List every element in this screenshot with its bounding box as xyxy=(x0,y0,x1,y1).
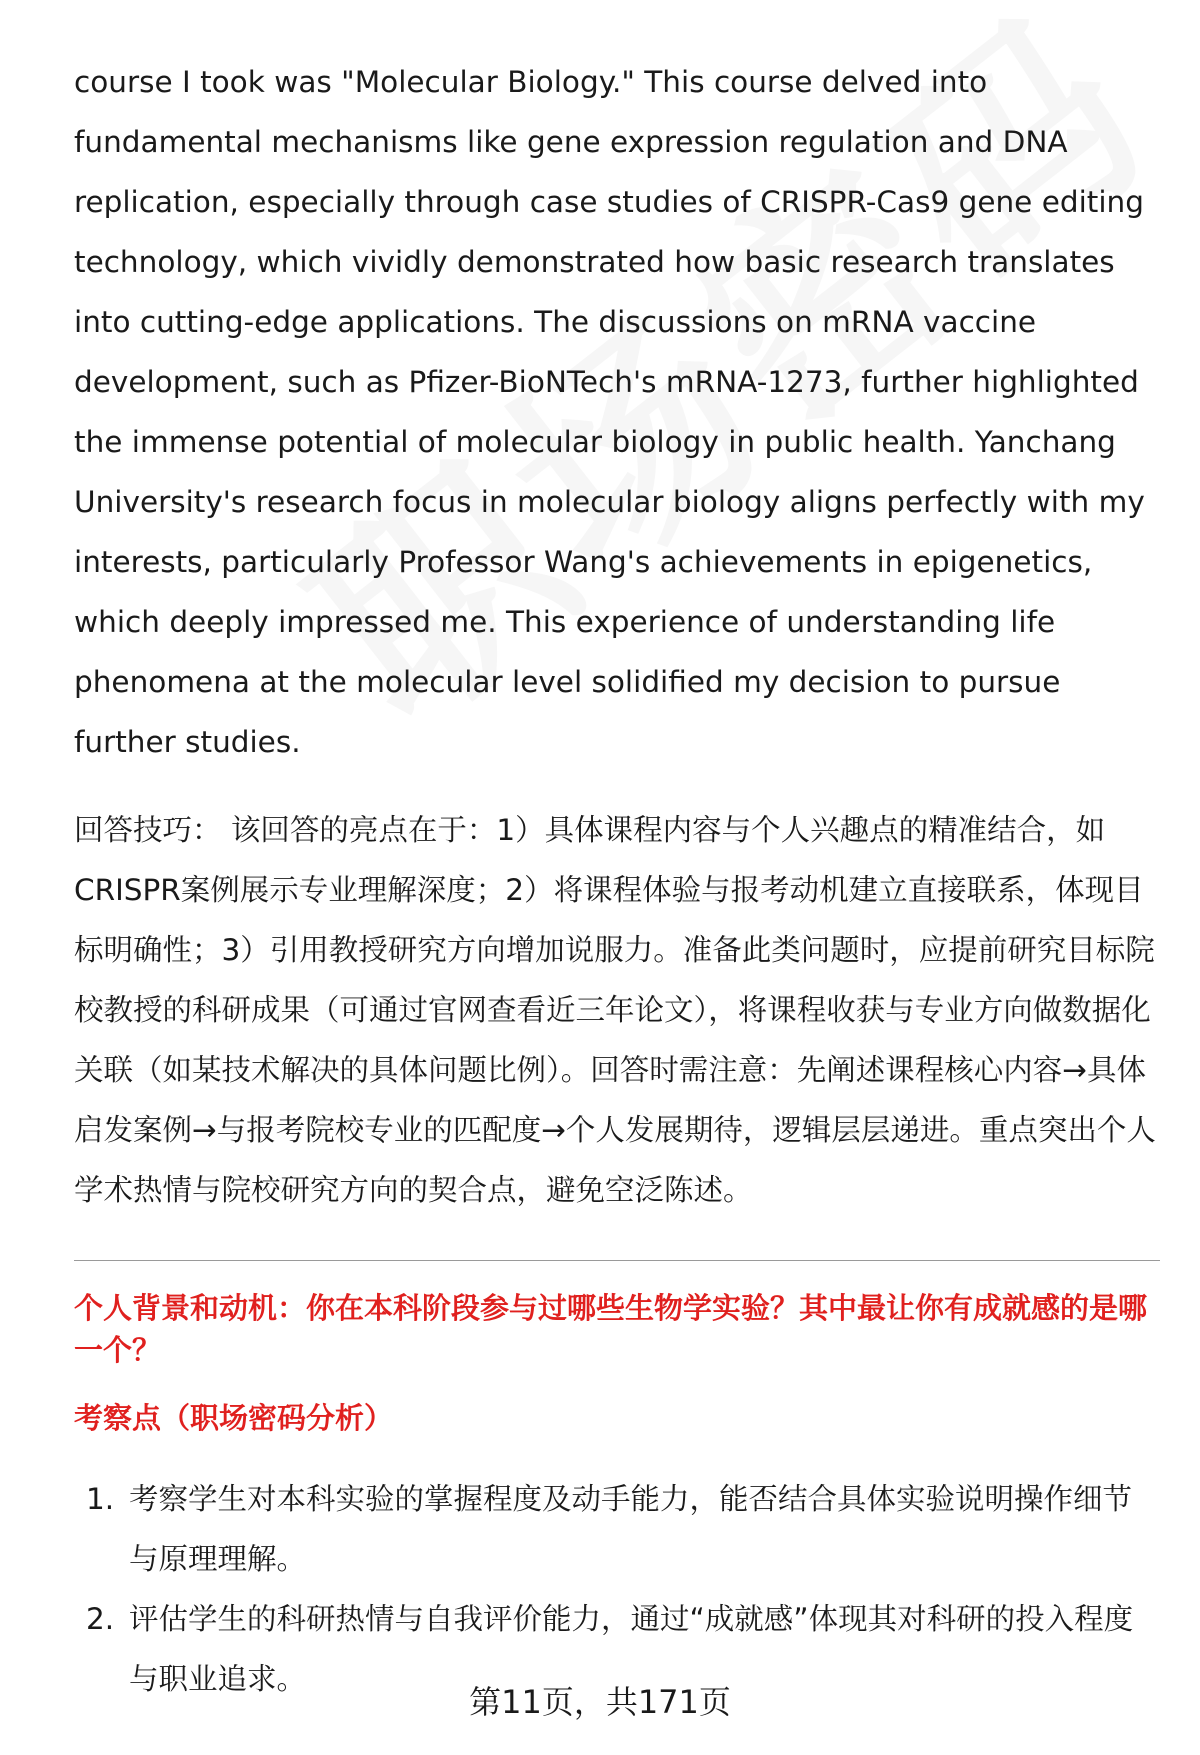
answer-tip-paragraph xyxy=(74,800,1160,1220)
section-divider xyxy=(74,1260,1160,1261)
interview-question: 个人背景和动机：你在本科阶段参与过哪些生物学实验？其中最让你有成就感的是哪一个？ xyxy=(74,1291,1148,1367)
list-item-text: 考察学生对本科实验的掌握程度及动手能力，能否结合具体实验说明操作细节与原理理解。 xyxy=(129,1482,1133,1576)
document-page xyxy=(74,52,1160,1709)
list-item-number: 2. xyxy=(86,1602,115,1636)
list-item-number: 1. xyxy=(86,1482,115,1516)
english-answer-paragraph: course I took was "Molecular Biology." This course delved into fundamental mechanisms like gene expression regulation and DNA replication, especially through case studies of CRISPR-Cas9 gene editing technology, which vividly demonstrated how basic research translates into cutting-edge applications. The discussions on mRNA vaccine development, such as Pfizer-BioNTech's mRNA-1273, further highlighted the immense potential of molecular biology in public health. Yanchang University's research focus in molecular biology aligns perfectly with my interests, particularly Professor Wang's achievements in epigenetics, which deeply impressed me. This experience of understanding life phenomena at the molecular level solidified my decision to pursue further studies. xyxy=(74,65,1145,759)
list-item-text: 评估学生的科研热情与自我评价能力，通过“成就感”体现其对科研的投入程度与职业追求。 xyxy=(129,1602,1134,1696)
answer-tip-text: 该回答的亮点在于：1）具体课程内容与个人兴趣点的精准结合，如CRISPR案例展示专业理解深度；2）将课程体验与报考动机建立直接联系，体现目标明确性；3）引用教授研究方向增加说服力。准备此类问题时，应提前研究目标院校教授的科研成果（可通过官网查看近三年论文），将课程收获与专业方向做数据化关联（如某技术解决的具体问题比例）。回答时需注意：先阐述课程核心内容→具体启发案例→与报考院校专业的匹配度→个人发展期待，逻辑层层递进。重点突出个人学术热情与院校研究方向的契合点，避免空泛陈述。 xyxy=(74,813,1156,1207)
page-number-footer: 第11页，共171页 xyxy=(469,1683,731,1721)
assessment-points-list xyxy=(74,1469,1160,1709)
list-item xyxy=(74,1469,1160,1589)
answer-tip-label: 回答技巧： xyxy=(74,813,222,847)
assessment-points-title: 考察点（职场密码分析） xyxy=(74,1401,394,1435)
